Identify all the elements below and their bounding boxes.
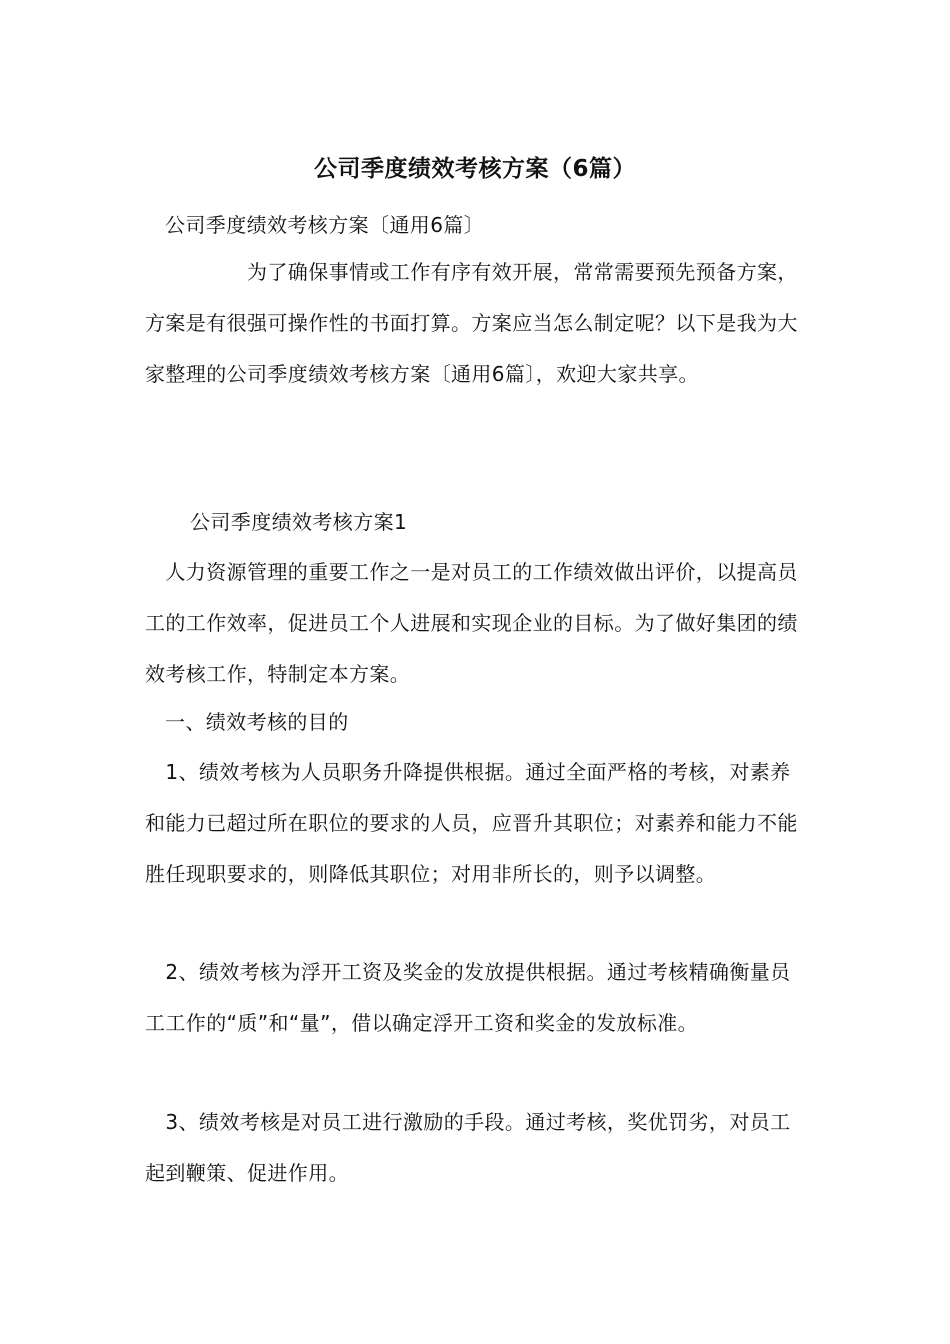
document-subtitle: 公司季度绩效考核方案〔通用6篇〕 xyxy=(165,213,485,237)
document-title: 公司季度绩效考核方案（6篇） xyxy=(313,156,636,182)
paragraph-2: 1、绩效考核为人员职务升降提供根据。通过全面严格的考核，对素养和能力已超过所在职位的要求的人员，应晋升其职位；对素养和能力不能胜任现职要求的，则降低其职位；对用非所长的，则予以调整。 xyxy=(145,760,798,886)
heading-1: 一、绩效考核的目的 xyxy=(165,710,349,734)
section-title: 公司季度绩效考核方案1 xyxy=(190,510,408,534)
paragraph-4: 3、绩效考核是对员工进行激励的手段。通过考核，奖优罚劣，对员工起到鞭策、促进作用。 xyxy=(145,1110,791,1185)
paragraph-3: 2、绩效考核为浮开工资及奖金的发放提供根据。通过考核精确衡量员工工作的“质”和“量”，借以确定浮开工资和奖金的发放标准。 xyxy=(145,960,791,1035)
intro-paragraph: 为了确保事情或工作有序有效开展，常常需要预先预备方案，方案是有很强可操作性的书面打算。方案应当怎么制定呢？以下是我为大家整理的公司季度绩效考核方案〔通用6篇〕，欢迎大家共享。 xyxy=(145,260,798,386)
paragraph-1: 人力资源管理的重要工作之一是对员工的工作绩效做出评价，以提高员工的工作效率，促进员工个人进展和实现企业的目标。为了做好集团的绩效考核工作，特制定本方案。 xyxy=(145,560,798,686)
